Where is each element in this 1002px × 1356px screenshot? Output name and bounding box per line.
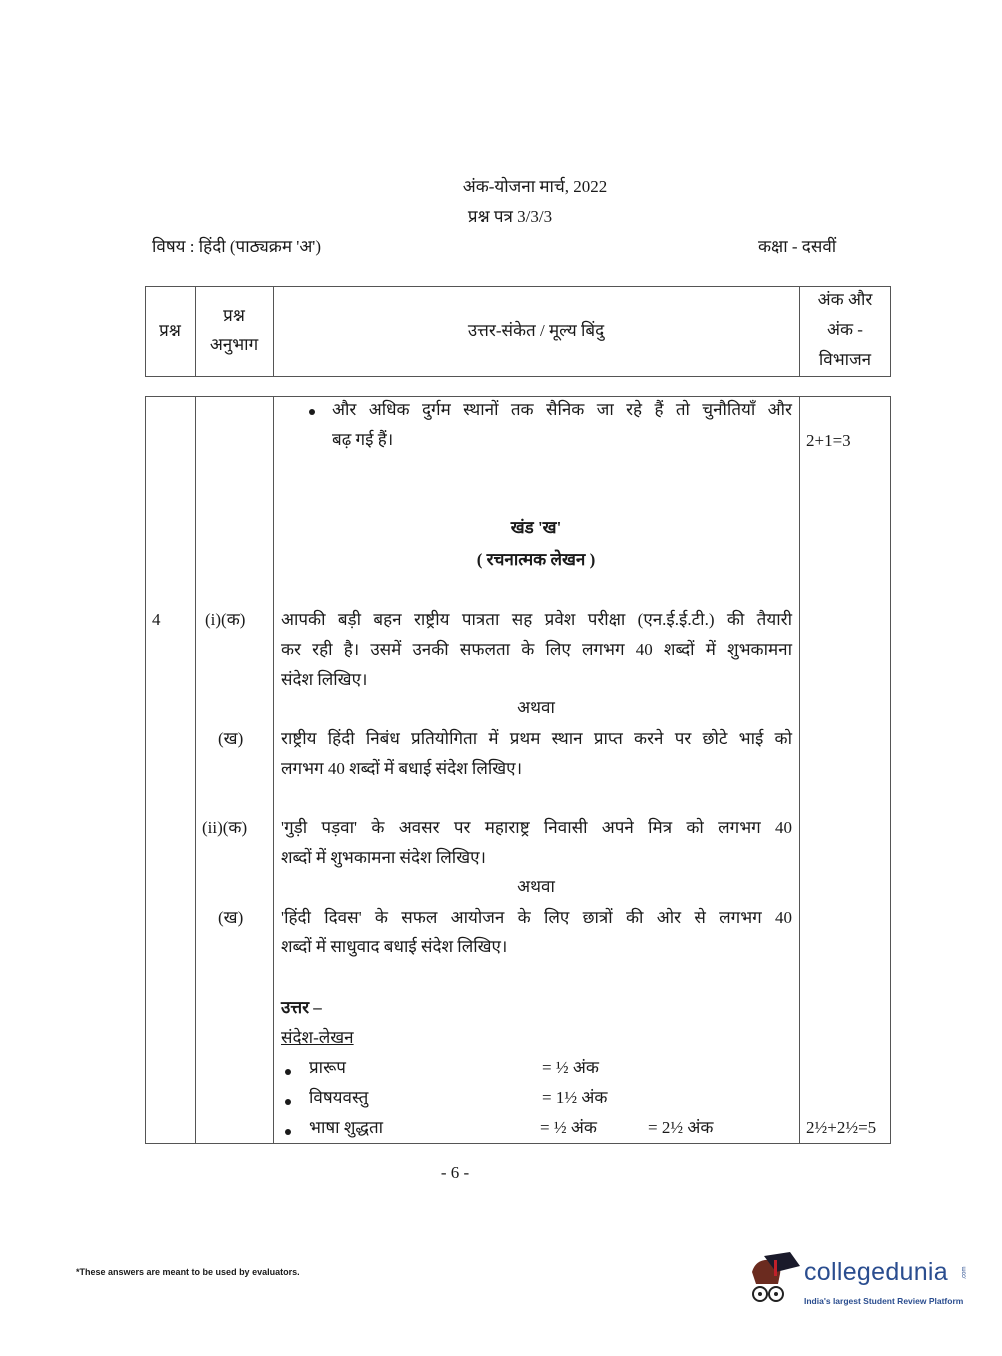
bullet-icon (285, 1099, 291, 1105)
question-text: संदेश लिखिए। (281, 670, 368, 689)
bullet-icon (285, 1069, 291, 1075)
logo-suffix: .com (961, 1266, 968, 1280)
part-label: (ख) (218, 908, 244, 927)
question-text: आपकी बड़ी बहन राष्ट्रीय पात्रता सह प्रवेश परीक्षा (एन.ई.ई.टी.) की तैयारी (281, 610, 792, 629)
mascot-icon (742, 1250, 802, 1310)
header-section-1: प्रश्न (223, 306, 245, 325)
header-marks-2: अंक - (827, 320, 863, 339)
bullet-icon (309, 409, 315, 415)
part-label: (i)(क) (205, 610, 246, 629)
answer-heading: संदेश-लेखन (281, 1028, 354, 1047)
bullet-text: और अधिक दुर्गम स्थानों तक सैनिक जा रहे हैं तो चुनौतियाँ और (332, 400, 792, 419)
section-subtitle: ( रचनात्मक लेखन ) (476, 550, 596, 569)
bullet-text: बढ़ गई हैं। (332, 430, 394, 449)
criteria-marks: = ½ अंक (540, 1118, 597, 1137)
criteria-name: विषयवस्तु (309, 1088, 369, 1107)
question-number: 4 (152, 610, 161, 629)
criteria-marks: = 1½ अंक (542, 1088, 608, 1107)
criteria-marks: = ½ अंक (542, 1058, 599, 1077)
subject: विषय : हिंदी (पाठ्यक्रम 'अ') (152, 237, 322, 256)
header-marks-3: विभाजन (818, 350, 872, 369)
or-label: अथवा (517, 877, 555, 896)
question-text: 'गुड़ी पड़वा' के अवसर पर महाराष्ट्र निवासी अपने मित्र को लगभग 40 (281, 818, 792, 837)
marks-top: 2+1=3 (806, 431, 851, 450)
marks-bottom: 2½+2½=5 (806, 1118, 877, 1137)
paper-code: प्रश्न पत्र 3/3/3 (467, 207, 553, 226)
document-title: अंक-योजना मार्च, 2022 (462, 177, 608, 196)
header-answer: उत्तर-संकेत / मूल्य बिंदु (467, 321, 605, 340)
answer-label: उत्तर – (281, 998, 322, 1017)
criteria-name: भाषा शुद्धता (309, 1118, 384, 1137)
question-text: कर रही है। उसमें उनकी सफलता के लिए लगभग 40 शब्दों में शुभकामना (281, 640, 792, 659)
criteria-name: प्रारूप (309, 1058, 346, 1077)
page-number: - 6 - (440, 1163, 470, 1182)
question-text: राष्ट्रीय हिंदी निबंध प्रतियोगिता में प्रथम स्थान प्राप्त करने पर छोटे भाई को (281, 729, 792, 748)
class-label: कक्षा - दसवीं (758, 237, 837, 256)
header-question: प्रश्न (159, 321, 181, 340)
section-title: खंड 'ख' (510, 518, 562, 537)
logo-tagline: India's largest Student Review Platform (804, 1296, 964, 1306)
or-label: अथवा (517, 698, 555, 717)
question-text: शब्दों में साधुवाद बधाई संदेश लिखिए। (281, 937, 508, 956)
criteria-total: = 2½ अंक (648, 1118, 714, 1137)
logo-text: collegedunia (804, 1258, 948, 1286)
question-text: लगभग 40 शब्दों में बधाई संदेश लिखिए। (281, 759, 523, 778)
part-label: (ii)(क) (202, 818, 248, 837)
header-section-2: अनुभाग (209, 335, 259, 354)
question-text: शब्दों में शुभकामना संदेश लिखिए। (281, 848, 486, 867)
question-text: 'हिंदी दिवस' के सफल आयोजन के लिए छात्रों की ओर से लगभग 40 (281, 908, 792, 927)
part-label: (ख) (218, 729, 244, 748)
bullet-icon (285, 1129, 291, 1135)
header-marks-1: अंक और (817, 290, 873, 309)
collegedunia-logo (742, 1250, 972, 1310)
footnote: *These answers are meant to be used by evaluators. (76, 1267, 300, 1277)
